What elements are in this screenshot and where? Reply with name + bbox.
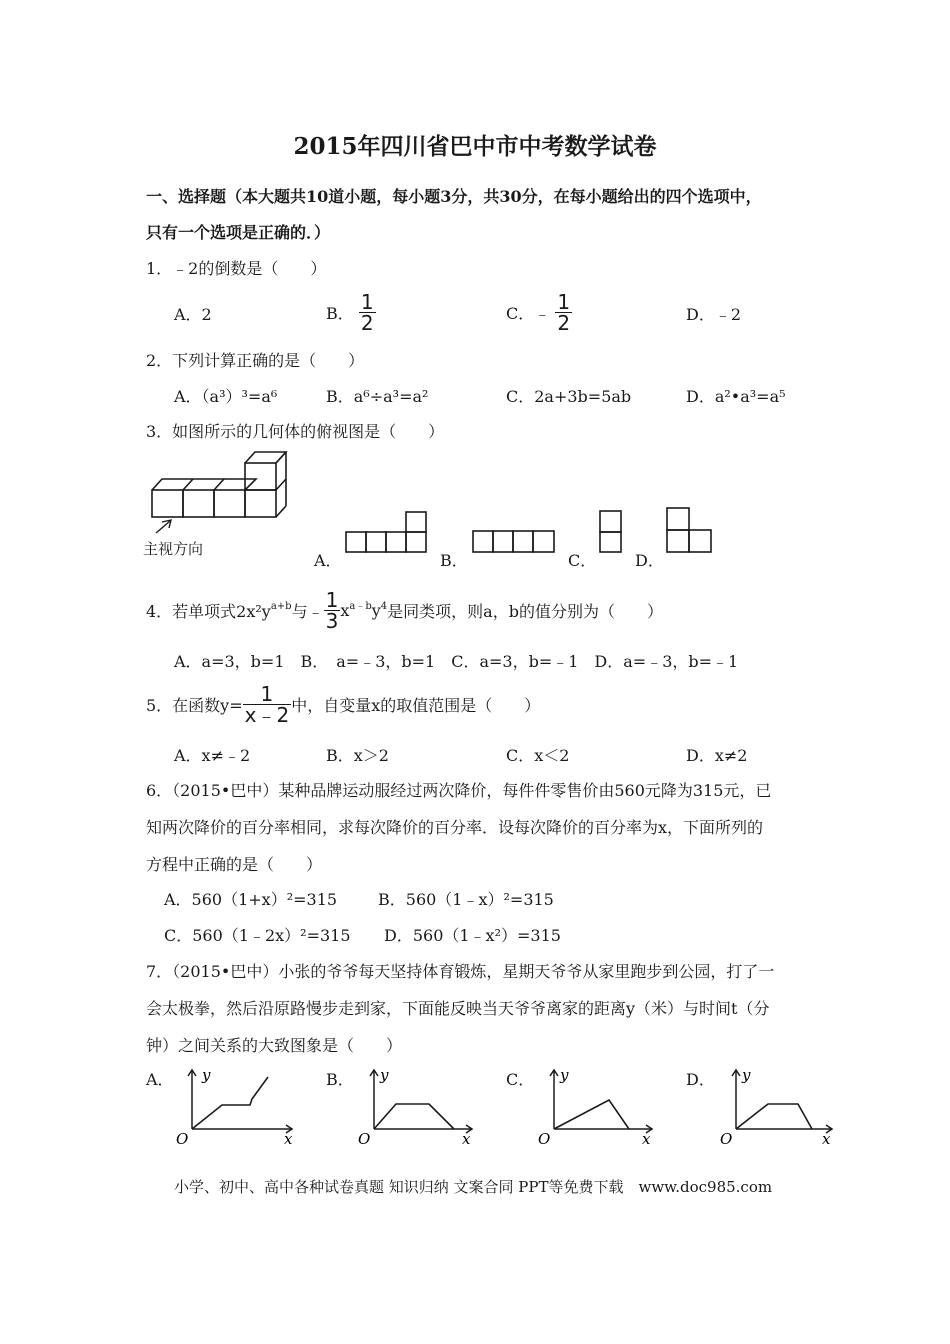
q7-line1: 7．（2015•巴中）小张的爷爷每天坚持体育锻炼，星期天爷爷从家里跑步到公园，打了一 bbox=[146, 962, 775, 981]
q3-option-a-label: A． bbox=[314, 551, 342, 570]
q5-stem: 5．在函数y= $\frac{1}{x﹣2}$ 中，自变量x的取值范围是（ ） bbox=[146, 682, 541, 727]
q3-option-d-label: D． bbox=[635, 551, 664, 570]
q7-option-a-label: A． bbox=[146, 1070, 174, 1089]
q1-option-a: A．2 bbox=[174, 305, 212, 324]
q3-solid-figure bbox=[140, 445, 310, 535]
q7-graph-d-x-label: x bbox=[822, 1130, 831, 1148]
q7-graph-b bbox=[354, 1064, 484, 1150]
q2-stem: 2．下列计算正确的是（ ） bbox=[146, 351, 365, 370]
q7-graph-d-y-label: y bbox=[742, 1066, 751, 1084]
q6-line1: 6．（2015•巴中）某种品牌运动服经过两次降价，每件件零售价由560元降为315元，已 bbox=[146, 781, 772, 800]
q7-graph-a-origin: O bbox=[176, 1130, 189, 1148]
q1-option-b: B． $\frac{1}{2}$ bbox=[326, 290, 374, 335]
q6-line3: 方程中正确的是（ ） bbox=[146, 855, 323, 874]
q6-option-a: A．560（1+x）²=315 bbox=[164, 890, 338, 909]
q3-option-b-label: B． bbox=[440, 551, 468, 570]
q3-option-b-figure bbox=[472, 530, 557, 554]
q4-options: A．a=3，b=1 B． a=﹣3，b=1 C．a=3，b=﹣1 D．a=﹣3，b=﹣1 bbox=[174, 652, 739, 671]
q7-graph-c bbox=[534, 1064, 664, 1150]
q6-option-b: B．560（1﹣x）²=315 bbox=[378, 890, 554, 909]
q7-line3: 钟）之间关系的大致图象是（ ） bbox=[146, 1036, 403, 1055]
q1-option-c-fraction: $\frac{1}{2}$ bbox=[557, 290, 571, 335]
q3-stem: 3．如图所示的几何体的俯视图是（ ） bbox=[146, 422, 445, 441]
q5-option-d: D．x≠2 bbox=[686, 746, 748, 765]
q2-option-b: B．a⁶÷a³=a² bbox=[326, 387, 429, 406]
q3-view-direction-label: 主视方向 bbox=[143, 540, 204, 558]
q7-graph-c-x-label: x bbox=[642, 1130, 651, 1148]
q7-graph-a-y-label: y bbox=[202, 1066, 211, 1084]
q7-option-d-label: D． bbox=[686, 1070, 715, 1089]
q7-graph-b-origin: O bbox=[358, 1130, 371, 1148]
q7-graph-c-y-label: y bbox=[560, 1066, 569, 1084]
q7-graph-a-x-label: x bbox=[284, 1130, 293, 1148]
q3-option-a-figure bbox=[345, 510, 430, 554]
q2-option-d: D．a²•a³=a⁵ bbox=[686, 387, 786, 406]
q6-option-d: D．560（1﹣x²）=315 bbox=[384, 926, 561, 945]
q5-option-c: C．x＜2 bbox=[506, 746, 570, 765]
page-title: 2015年四川省巴中市中考数学试卷 bbox=[293, 133, 657, 160]
section-heading-line2: 只有一个选项是正确的．） bbox=[146, 223, 331, 242]
q7-graph-d bbox=[716, 1064, 846, 1150]
q7-graph-b-y-label: y bbox=[380, 1066, 389, 1084]
q1-option-c: C．﹣ $\frac{1}{2}$ bbox=[506, 290, 571, 335]
q7-line2: 会太极拳，然后沿原路慢步走到家，下面能反映当天爷爷离家的距离y（米）与时间t（分 bbox=[146, 999, 770, 1018]
q4-stem: 4．若单项式$2x^2y^{a+b}$与﹣ $\frac{1}{3}$ $x^{a﹣b}y^4$是同类项，则a，b的值分别为（ ） bbox=[146, 588, 663, 633]
q6-option-c: C．560（1﹣2x）²=315 bbox=[164, 926, 351, 945]
page-footer: 小学、初中、高中各种试卷真题 知识归纳 文案合同 PPT等免费下载 www.doc985.com bbox=[174, 1178, 773, 1196]
q7-graph-c-origin: O bbox=[538, 1130, 551, 1148]
q7-option-c-label: C． bbox=[506, 1070, 535, 1089]
q6-line2: 知两次降价的百分率相同，求每次降价的百分率．设每次降价的百分率为x，下面所列的 bbox=[146, 818, 764, 837]
q4-fraction: $\frac{1}{3}$ bbox=[325, 588, 339, 633]
section-heading-line1: 一、选择题（本大题共10道小题，每小题3分，共30分，在每小题给出的四个选项中， bbox=[146, 187, 762, 206]
q2-option-a: A．（a³）³=a⁶ bbox=[174, 387, 278, 406]
q2-option-c: C．2a+3b=5ab bbox=[506, 387, 632, 406]
q3-option-c-figure bbox=[599, 510, 623, 554]
q7-graph-b-x-label: x bbox=[462, 1130, 471, 1148]
q7-graph-d-origin: O bbox=[720, 1130, 733, 1148]
q7-option-b-label: B． bbox=[326, 1070, 354, 1089]
q5-fraction: $\frac{1}{x﹣2}$ bbox=[244, 682, 290, 727]
q1-stem: 1．﹣2的倒数是（ ） bbox=[146, 259, 327, 278]
q1-option-d: D．﹣2 bbox=[686, 305, 742, 324]
q3-option-c-label: C． bbox=[568, 551, 597, 570]
q5-option-b: B．x＞2 bbox=[326, 746, 389, 765]
q1-option-b-fraction: $\frac{1}{2}$ bbox=[360, 290, 374, 335]
q5-option-a: A．x≠﹣2 bbox=[174, 746, 251, 765]
q7-graph-a bbox=[172, 1064, 302, 1150]
q3-option-d-figure bbox=[666, 507, 714, 554]
